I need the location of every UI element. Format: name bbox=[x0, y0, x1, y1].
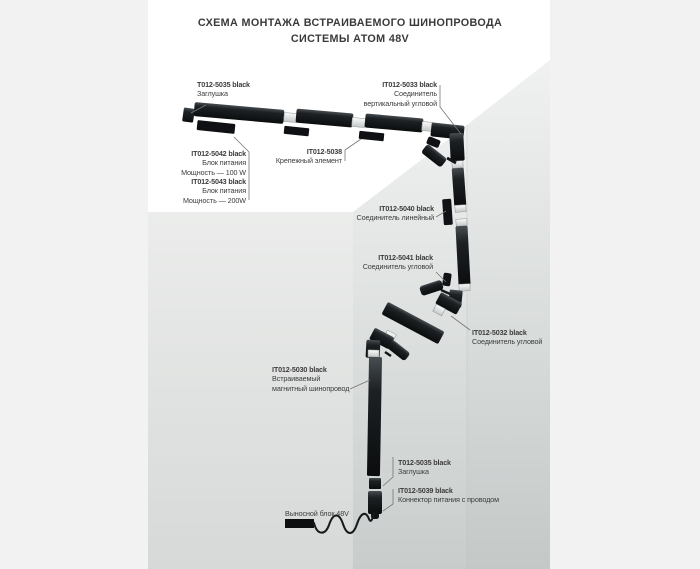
end-cap-bottom bbox=[369, 478, 381, 489]
power-feed-connector bbox=[368, 491, 382, 514]
label-fixing-element: IT012-5038 Крепежный элемент bbox=[275, 147, 342, 166]
page-title-line2: СИСТЕМЫ АТОМ 48V bbox=[290, 33, 410, 45]
vertical-corner-connector-vertical bbox=[449, 133, 464, 162]
track-joint bbox=[455, 205, 466, 213]
remote-power-block bbox=[285, 519, 314, 528]
label-psu-100: IT012-5042 black Блок питания Мощность — 100 W bbox=[181, 149, 246, 177]
label-vertical-corner-connector: IT012-5033 black Соединитель вертикальный угловой bbox=[363, 80, 437, 108]
label-remote-block: Выносной блок 48V bbox=[285, 509, 349, 518]
label-psu-200: IT012-5043 black Блок питания Мощность — 200W bbox=[182, 177, 246, 205]
label-corner-connector-5041: IT012-5041 black Соединитель угловой bbox=[362, 253, 433, 272]
label-magnetic-track: IT012-5030 black Встраиваемый магнитный шинопровод bbox=[272, 365, 350, 393]
track-joint bbox=[459, 284, 470, 292]
track-joint bbox=[456, 219, 467, 227]
page-title-line1: СХЕМА МОНТАЖА ВСТРАИВАЕМОГО ШИНОПРОВОДА bbox=[197, 17, 503, 29]
label-power-connector: IT012-5039 black Коннектор питания с проводом bbox=[398, 486, 499, 505]
label-linear-connector: IT012-5040 black Соединитель линейный bbox=[356, 204, 434, 223]
track-joint bbox=[352, 117, 366, 127]
end-cap-top bbox=[182, 107, 195, 122]
page-title bbox=[0, 15, 700, 47]
label-endcap-bottom: T012-5035 black Заглушка bbox=[398, 458, 451, 477]
label-corner-connector-5032: IT012-5032 black Соединитель угловой bbox=[472, 328, 543, 347]
track-segment-g bbox=[367, 357, 382, 476]
label-endcap-top: T012-5035 black Заглушка bbox=[197, 80, 250, 99]
track-joint bbox=[284, 112, 298, 122]
track-joint bbox=[368, 350, 379, 357]
